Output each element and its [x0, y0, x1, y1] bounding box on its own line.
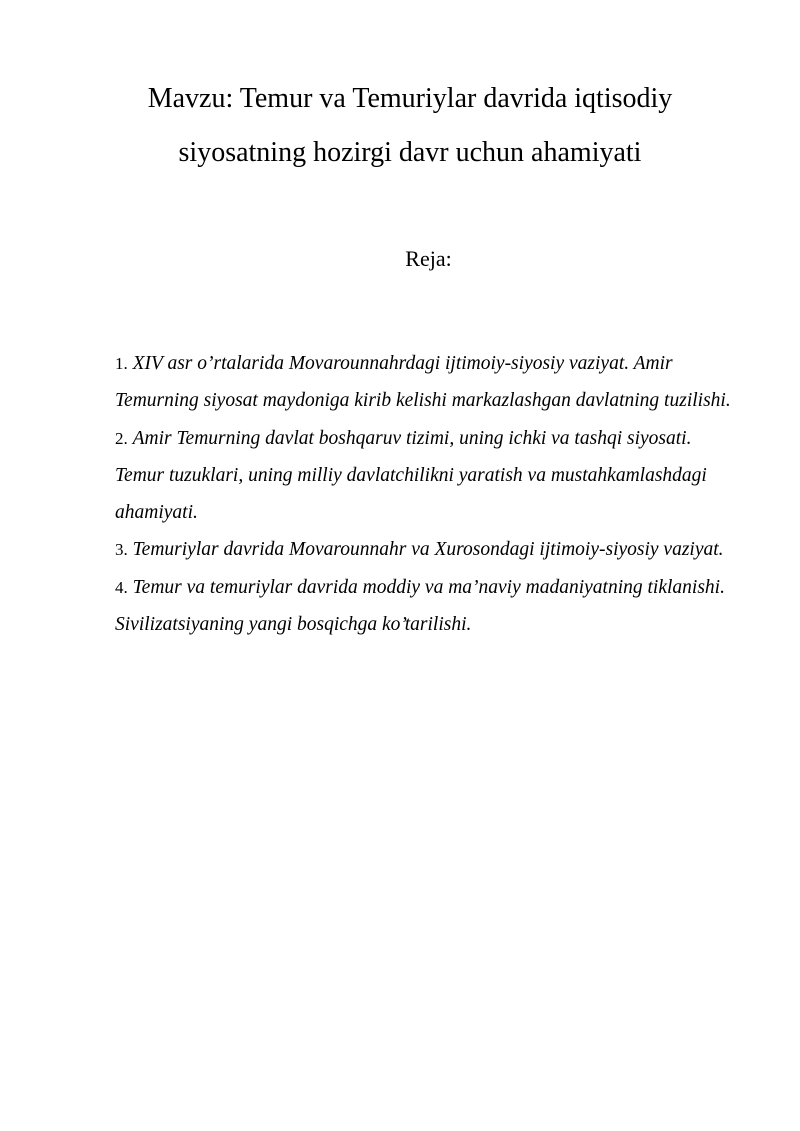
- plan-list: [115, 345, 740, 643]
- plan-item-number: 3.: [115, 540, 128, 560]
- plan-item-number: 4.: [115, 577, 128, 597]
- plan-item-4: [115, 569, 740, 644]
- plan-item-number: 2.: [115, 428, 128, 448]
- title-line-1: Mavzu: Temur va Temuriylar davrida iqtisodiy: [147, 83, 673, 114]
- plan-item-3: [115, 531, 740, 568]
- plan-item-text: Amir Temurning davlat boshqaruv tizimi, uning ichki va tashqi siyosati. Temur tuzuklari, uning milliy davlatchilikni yaratish va mustahkamlashdagi ahamiyati.: [115, 427, 707, 524]
- plan-item-2: [115, 420, 740, 532]
- plan-item-text: Temuriylar davrida Movarounnahr va Xurosondagi ijtimoiy-siyosiy vaziyat.: [132, 539, 724, 561]
- plan-item-1: [115, 345, 740, 420]
- plan-heading: Reja:: [405, 246, 452, 271]
- title-line-2: siyosatning hozirgi davr uchun ahamiyati: [178, 137, 642, 168]
- plan-item-text: XIV asr o’rtalarida Movarounnahrdagi ijtimoiy-siyosiy vaziyat. Amir Temurning siyosat maydoniga kirib kelishi markazlashgan davlatning tuzilishi.: [115, 353, 731, 412]
- plan-item-number: 1.: [115, 354, 128, 373]
- document-title: [80, 72, 740, 180]
- plan-item-text: Temur va temuriylar davrida moddiy va ma’naviy madaniyatning tiklanishi. Sivilizatsiyaning yangi bosqichga ko’tarilishi.: [115, 576, 725, 636]
